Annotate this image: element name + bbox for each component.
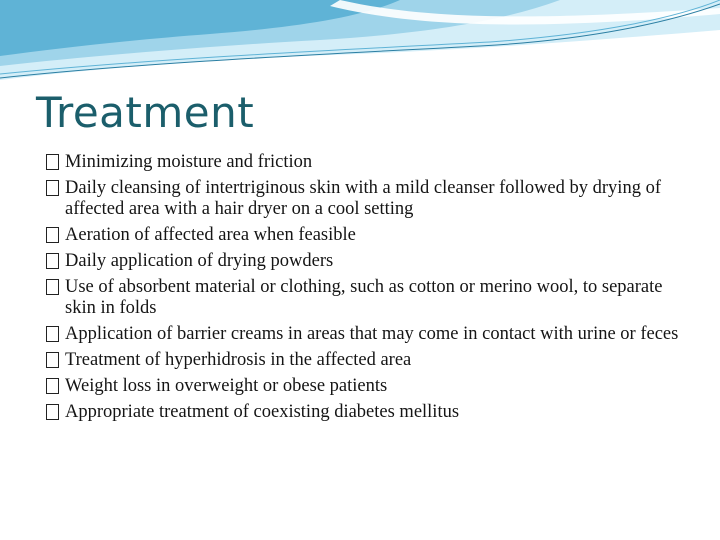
missing-glyph-bullet-icon (46, 404, 59, 420)
missing-glyph-bullet-icon (46, 154, 59, 170)
bullet-text: Daily cleansing of intertriginous skin with a mild cleanser followed by drying of affected area with a hair dryer on a cool setting (65, 178, 661, 219)
bullet-text: Minimizing moisture and friction (65, 152, 313, 172)
bullet-item (46, 178, 696, 220)
missing-glyph-bullet-icon (46, 180, 59, 196)
bullet-item (46, 324, 696, 345)
bullet-item (46, 277, 696, 319)
bullet-item (46, 350, 696, 371)
bullet-text: Aeration of affected area when feasible (65, 225, 356, 245)
missing-glyph-bullet-icon (46, 352, 59, 368)
bullet-text: Daily application of drying powders (65, 251, 334, 271)
missing-glyph-bullet-icon (46, 253, 59, 269)
missing-glyph-bullet-icon (46, 227, 59, 243)
missing-glyph-bullet-icon (46, 326, 59, 342)
bullet-text: Treatment of hyperhidrosis in the affected area (65, 350, 412, 370)
slide-title: Treatment (36, 88, 255, 137)
missing-glyph-bullet-icon (46, 378, 59, 394)
missing-glyph-bullet-icon (46, 279, 59, 295)
bullet-list (46, 152, 696, 428)
bullet-text: Weight loss in overweight or obese patients (65, 376, 388, 396)
bullet-text: Appropriate treatment of coexisting diabetes mellitus (65, 402, 460, 422)
bullet-text: Application of barrier creams in areas that may come in contact with urine or feces (65, 324, 679, 344)
bullet-item (46, 402, 696, 423)
bullet-text: Use of absorbent material or clothing, such as cotton or merino wool, to separate skin in folds (65, 277, 663, 318)
header-wave-decoration (0, 0, 720, 90)
bullet-item (46, 376, 696, 397)
bullet-item (46, 225, 696, 246)
bullet-item (46, 152, 696, 173)
bullet-item (46, 251, 696, 272)
